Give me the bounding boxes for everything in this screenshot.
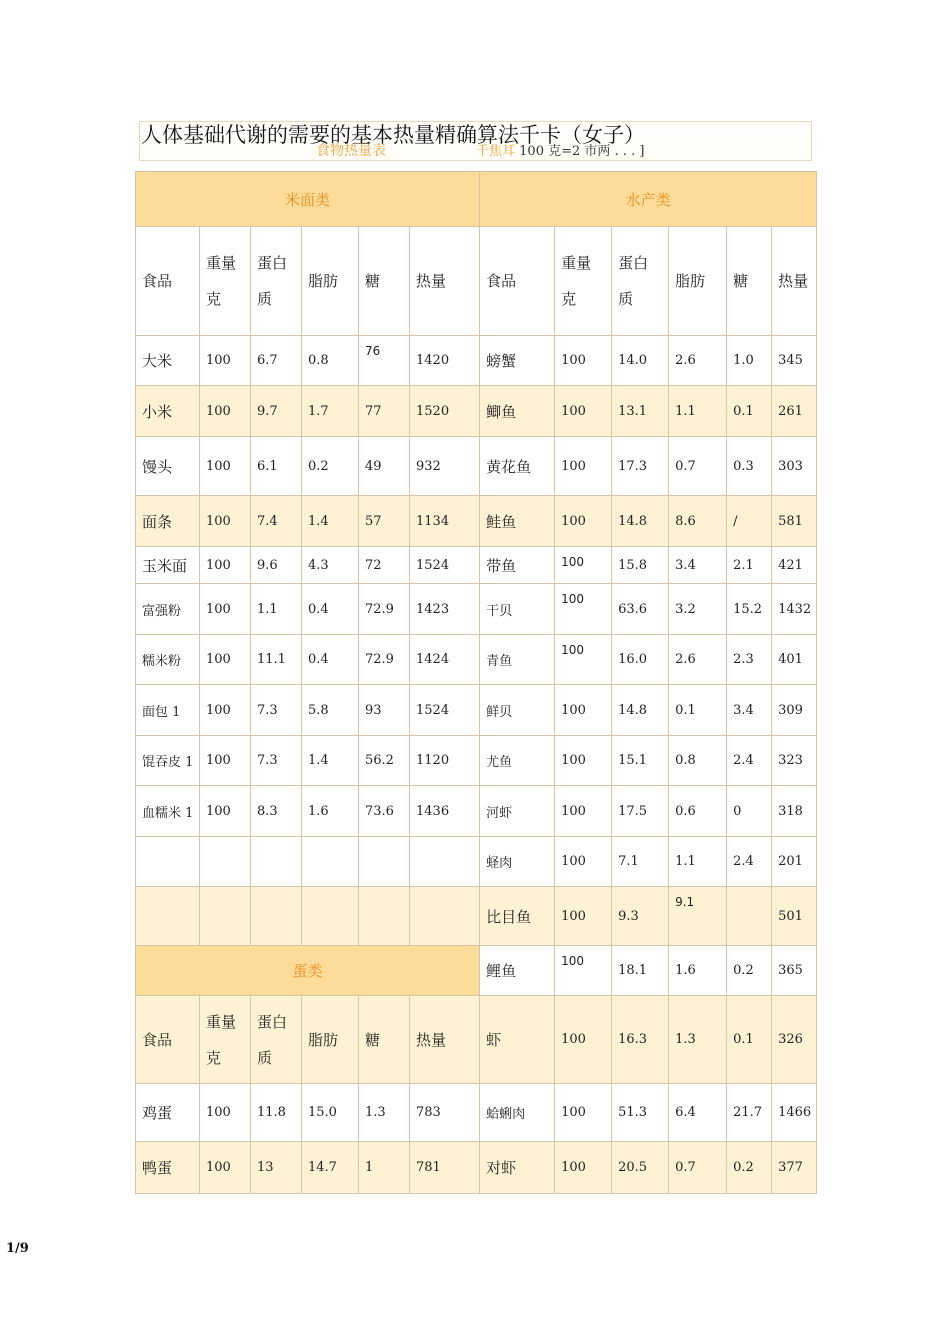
heat-cell: 1423 bbox=[410, 584, 480, 635]
page-number: 1/9 bbox=[6, 1241, 29, 1256]
weight-cell: 100 bbox=[555, 736, 612, 786]
protein-cell: 11.1 bbox=[251, 635, 302, 685]
empty-cell bbox=[359, 887, 410, 946]
weight-cell: 100 bbox=[555, 547, 612, 584]
weight-cell: 100 bbox=[555, 946, 612, 996]
heat-cell: 365 bbox=[772, 946, 817, 996]
sugar-cell: 56.2 bbox=[359, 736, 410, 786]
protein-cell: 16.3 bbox=[612, 996, 669, 1084]
food-name: 鸭蛋 bbox=[136, 1142, 200, 1194]
food-name: 鸡蛋 bbox=[136, 1084, 200, 1142]
table-row bbox=[136, 547, 817, 584]
fat-cell: 4.3 bbox=[302, 547, 359, 584]
fat-cell: 6.4 bbox=[669, 1084, 727, 1142]
heat-cell: 318 bbox=[772, 786, 817, 837]
header-weight: 重量克 bbox=[555, 227, 612, 336]
heat-cell: 1134 bbox=[410, 496, 480, 547]
sugar-cell: 77 bbox=[359, 386, 410, 437]
food-name: 蛤蜊肉 bbox=[480, 1084, 555, 1142]
food-name: 鲫鱼 bbox=[480, 386, 555, 437]
protein-cell: 18.1 bbox=[612, 946, 669, 996]
section-seafood: 水产类 bbox=[480, 172, 817, 227]
protein-cell: 7.3 bbox=[251, 685, 302, 736]
fat-cell: 0.2 bbox=[302, 437, 359, 496]
heat-cell: 261 bbox=[772, 386, 817, 437]
fat-cell: 0.7 bbox=[669, 1142, 727, 1194]
heat-cell: 401 bbox=[772, 635, 817, 685]
fat-cell: 15.0 bbox=[302, 1084, 359, 1142]
heat-cell: 1420 bbox=[410, 336, 480, 386]
section-egg: 蛋类 bbox=[136, 946, 480, 996]
weight-cell: 100 bbox=[200, 437, 251, 496]
sugar-cell: 3.4 bbox=[727, 685, 772, 736]
sugar-cell: 72 bbox=[359, 547, 410, 584]
weight-cell: 100 bbox=[200, 786, 251, 837]
empty-cell bbox=[200, 887, 251, 946]
header-heat: 热量 bbox=[410, 996, 480, 1084]
food-name: 馒头 bbox=[136, 437, 200, 496]
document-title: 人体基础代谢的需要的基本热量精确算法千卡（女子） bbox=[141, 123, 645, 147]
table-subtitle: 食物热量表 bbox=[316, 143, 386, 159]
fat-cell: 1.3 bbox=[669, 996, 727, 1084]
egg-header-row bbox=[136, 996, 817, 1084]
weight-cell: 100 bbox=[555, 437, 612, 496]
weight-cell: 100 bbox=[555, 584, 612, 635]
sugar-cell: 2.4 bbox=[727, 837, 772, 887]
empty-cell bbox=[410, 887, 480, 946]
weight-cell: 100 bbox=[555, 685, 612, 736]
protein-cell: 9.7 bbox=[251, 386, 302, 437]
heat-cell: 323 bbox=[772, 736, 817, 786]
weight-cell: 100 bbox=[555, 386, 612, 437]
protein-cell: 17.5 bbox=[612, 786, 669, 837]
food-name: 比目鱼 bbox=[480, 887, 555, 946]
sugar-cell: 76 bbox=[359, 336, 410, 386]
sugar-cell: 21.7 bbox=[727, 1084, 772, 1142]
fat-cell: 3.2 bbox=[669, 584, 727, 635]
protein-cell: 8.3 bbox=[251, 786, 302, 837]
weight-cell: 100 bbox=[555, 336, 612, 386]
header-protein: 蛋白质 bbox=[251, 227, 302, 336]
fat-cell: 2.6 bbox=[669, 336, 727, 386]
protein-cell: 6.7 bbox=[251, 336, 302, 386]
food-name: 蛏肉 bbox=[480, 837, 555, 887]
table-row bbox=[136, 736, 817, 786]
header-food: 食品 bbox=[480, 227, 555, 336]
sugar-cell bbox=[727, 887, 772, 946]
empty-cell bbox=[359, 837, 410, 887]
table-row bbox=[136, 584, 817, 635]
fat-cell: 1.4 bbox=[302, 736, 359, 786]
empty-cell bbox=[200, 837, 251, 887]
food-name: 富强粉 bbox=[136, 584, 200, 635]
section-header-row bbox=[136, 172, 817, 227]
header-sugar: 糖 bbox=[359, 996, 410, 1084]
weight-cell: 100 bbox=[200, 685, 251, 736]
heat-cell: 421 bbox=[772, 547, 817, 584]
sugar-cell: 57 bbox=[359, 496, 410, 547]
fat-cell: 0.4 bbox=[302, 635, 359, 685]
column-header-row bbox=[136, 227, 817, 336]
protein-cell: 7.4 bbox=[251, 496, 302, 547]
heat-cell: 326 bbox=[772, 996, 817, 1084]
unit-note-tail: . . . ] bbox=[614, 144, 645, 159]
weight-cell: 100 bbox=[200, 584, 251, 635]
weight-cell: 100 bbox=[555, 996, 612, 1084]
fat-cell: 1.6 bbox=[302, 786, 359, 837]
food-name: 面包 1 bbox=[136, 685, 200, 736]
protein-cell: 63.6 bbox=[612, 584, 669, 635]
food-name: 玉米面 bbox=[136, 547, 200, 584]
sugar-cell: 0.1 bbox=[727, 996, 772, 1084]
heat-cell: 783 bbox=[410, 1084, 480, 1142]
sugar-cell: 1 bbox=[359, 1142, 410, 1194]
empty-cell bbox=[302, 887, 359, 946]
fat-cell: 5.8 bbox=[302, 685, 359, 736]
food-name: 面条 bbox=[136, 496, 200, 547]
table-row bbox=[136, 496, 817, 547]
section-rice: 米面类 bbox=[136, 172, 480, 227]
protein-cell: 51.3 bbox=[612, 1084, 669, 1142]
heat-cell: 345 bbox=[772, 336, 817, 386]
food-calorie-table bbox=[135, 171, 817, 1194]
weight-cell: 100 bbox=[555, 496, 612, 547]
food-name: 黄花鱼 bbox=[480, 437, 555, 496]
weight-cell: 100 bbox=[200, 1084, 251, 1142]
sugar-cell: 0.1 bbox=[727, 386, 772, 437]
sugar-cell: 15.2 bbox=[727, 584, 772, 635]
protein-cell: 6.1 bbox=[251, 437, 302, 496]
weight-cell: 100 bbox=[555, 1084, 612, 1142]
header-fat: 脂肪 bbox=[302, 227, 359, 336]
heat-cell: 1436 bbox=[410, 786, 480, 837]
fat-cell: 0.8 bbox=[669, 736, 727, 786]
fat-cell: 1.1 bbox=[669, 837, 727, 887]
fat-cell: 14.7 bbox=[302, 1142, 359, 1194]
protein-cell: 13.1 bbox=[612, 386, 669, 437]
food-name: 鲑鱼 bbox=[480, 496, 555, 547]
header-weight: 重量克 bbox=[200, 996, 251, 1084]
protein-cell: 15.8 bbox=[612, 547, 669, 584]
heat-cell: 501 bbox=[772, 887, 817, 946]
fat-cell: 0.1 bbox=[669, 685, 727, 736]
fat-cell: 0.4 bbox=[302, 584, 359, 635]
table-row bbox=[136, 386, 817, 437]
heat-cell: 932 bbox=[410, 437, 480, 496]
heat-cell: 781 bbox=[410, 1142, 480, 1194]
header-fat: 脂肪 bbox=[669, 227, 727, 336]
food-name: 青鱼 bbox=[480, 635, 555, 685]
food-name: 带鱼 bbox=[480, 547, 555, 584]
weight-cell: 100 bbox=[555, 786, 612, 837]
food-name: 鲤鱼 bbox=[480, 946, 555, 996]
header-food: 食品 bbox=[136, 996, 200, 1084]
food-name: 大米 bbox=[136, 336, 200, 386]
protein-cell: 17.3 bbox=[612, 437, 669, 496]
protein-cell: 7.1 bbox=[612, 837, 669, 887]
fat-cell: 1.1 bbox=[669, 386, 727, 437]
table-row bbox=[136, 837, 817, 887]
table-row bbox=[136, 1142, 817, 1194]
table-row bbox=[136, 635, 817, 685]
weight-cell: 100 bbox=[200, 336, 251, 386]
empty-cell bbox=[251, 887, 302, 946]
header-food: 食品 bbox=[136, 227, 200, 336]
heat-cell: 377 bbox=[772, 1142, 817, 1194]
protein-cell: 14.0 bbox=[612, 336, 669, 386]
weight-cell: 100 bbox=[200, 736, 251, 786]
protein-cell: 16.0 bbox=[612, 635, 669, 685]
sugar-cell: 72.9 bbox=[359, 584, 410, 635]
heat-cell: 201 bbox=[772, 837, 817, 887]
food-name: 虾 bbox=[480, 996, 555, 1084]
protein-cell: 14.8 bbox=[612, 496, 669, 547]
food-name: 糯米粉 bbox=[136, 635, 200, 685]
protein-cell: 9.6 bbox=[251, 547, 302, 584]
fat-cell: 3.4 bbox=[669, 547, 727, 584]
sugar-cell: 2.1 bbox=[727, 547, 772, 584]
fat-cell: 8.6 bbox=[669, 496, 727, 547]
protein-cell: 7.3 bbox=[251, 736, 302, 786]
weight-cell: 100 bbox=[200, 547, 251, 584]
weight-cell: 100 bbox=[555, 635, 612, 685]
heat-cell: 309 bbox=[772, 685, 817, 736]
header-sugar: 糖 bbox=[359, 227, 410, 336]
heat-cell: 581 bbox=[772, 496, 817, 547]
table-row bbox=[136, 946, 817, 996]
protein-cell: 9.3 bbox=[612, 887, 669, 946]
sugar-cell: 49 bbox=[359, 437, 410, 496]
protein-cell: 13 bbox=[251, 1142, 302, 1194]
protein-cell: 15.1 bbox=[612, 736, 669, 786]
food-name: 螃蟹 bbox=[480, 336, 555, 386]
unit-note-text: 100 克=2 市两 bbox=[519, 144, 611, 159]
heat-cell: 1424 bbox=[410, 635, 480, 685]
table-row bbox=[136, 887, 817, 946]
sugar-cell: 0.2 bbox=[727, 1142, 772, 1194]
heat-cell: 1120 bbox=[410, 736, 480, 786]
table-row bbox=[136, 437, 817, 496]
protein-cell: 1.1 bbox=[251, 584, 302, 635]
food-name: 对虾 bbox=[480, 1142, 555, 1194]
weight-cell: 100 bbox=[200, 386, 251, 437]
weight-cell: 100 bbox=[555, 1142, 612, 1194]
table-row bbox=[136, 1084, 817, 1142]
sugar-cell: / bbox=[727, 496, 772, 547]
fat-cell: 0.6 bbox=[669, 786, 727, 837]
protein-cell: 20.5 bbox=[612, 1142, 669, 1194]
fat-cell: 1.7 bbox=[302, 386, 359, 437]
heat-cell: 1466 bbox=[772, 1084, 817, 1142]
sugar-cell: 0.2 bbox=[727, 946, 772, 996]
sugar-cell: 1.0 bbox=[727, 336, 772, 386]
header-protein: 蛋白质 bbox=[612, 227, 669, 336]
table-row bbox=[136, 685, 817, 736]
food-name: 鲜贝 bbox=[480, 685, 555, 736]
table-row bbox=[136, 786, 817, 837]
empty-cell bbox=[251, 837, 302, 887]
heat-cell: 303 bbox=[772, 437, 817, 496]
weight-cell: 100 bbox=[555, 837, 612, 887]
header-weight: 重量克 bbox=[200, 227, 251, 336]
food-name: 河虾 bbox=[480, 786, 555, 837]
header-heat: 热量 bbox=[410, 227, 480, 336]
food-name: 干贝 bbox=[480, 584, 555, 635]
food-name: 血糯米 1 bbox=[136, 786, 200, 837]
fat-cell: 0.7 bbox=[669, 437, 727, 496]
heat-cell: 1524 bbox=[410, 685, 480, 736]
sugar-cell: 2.3 bbox=[727, 635, 772, 685]
weight-cell: 100 bbox=[555, 887, 612, 946]
fat-cell: 2.6 bbox=[669, 635, 727, 685]
heat-cell: 1432 bbox=[772, 584, 817, 635]
empty-cell bbox=[302, 837, 359, 887]
fat-cell: 0.8 bbox=[302, 336, 359, 386]
heat-cell: 1520 bbox=[410, 386, 480, 437]
table-row bbox=[136, 336, 817, 386]
sugar-cell: 93 bbox=[359, 685, 410, 736]
empty-cell bbox=[136, 887, 200, 946]
food-name: 小米 bbox=[136, 386, 200, 437]
weight-cell: 100 bbox=[200, 1142, 251, 1194]
sugar-cell: 72.9 bbox=[359, 635, 410, 685]
header-fat: 脂肪 bbox=[302, 996, 359, 1084]
header-heat: 热量 bbox=[772, 227, 817, 336]
weight-cell: 100 bbox=[200, 496, 251, 547]
heat-cell: 1524 bbox=[410, 547, 480, 584]
food-name: 馄吞皮 1 bbox=[136, 736, 200, 786]
header-sugar: 糖 bbox=[727, 227, 772, 336]
protein-cell: 11.8 bbox=[251, 1084, 302, 1142]
empty-cell bbox=[410, 837, 480, 887]
unit-note-accent: 千焦耳 bbox=[476, 144, 516, 159]
sugar-cell: 0.3 bbox=[727, 437, 772, 496]
sugar-cell: 0 bbox=[727, 786, 772, 837]
fat-cell: 1.6 bbox=[669, 946, 727, 996]
sugar-cell: 2.4 bbox=[727, 736, 772, 786]
empty-cell bbox=[136, 837, 200, 887]
food-name: 尤鱼 bbox=[480, 736, 555, 786]
sugar-cell: 1.3 bbox=[359, 1084, 410, 1142]
protein-cell: 14.8 bbox=[612, 685, 669, 736]
header-protein: 蛋白质 bbox=[251, 996, 302, 1084]
sugar-cell: 73.6 bbox=[359, 786, 410, 837]
fat-cell: 9.1 bbox=[669, 887, 727, 946]
fat-cell: 1.4 bbox=[302, 496, 359, 547]
weight-cell: 100 bbox=[200, 635, 251, 685]
